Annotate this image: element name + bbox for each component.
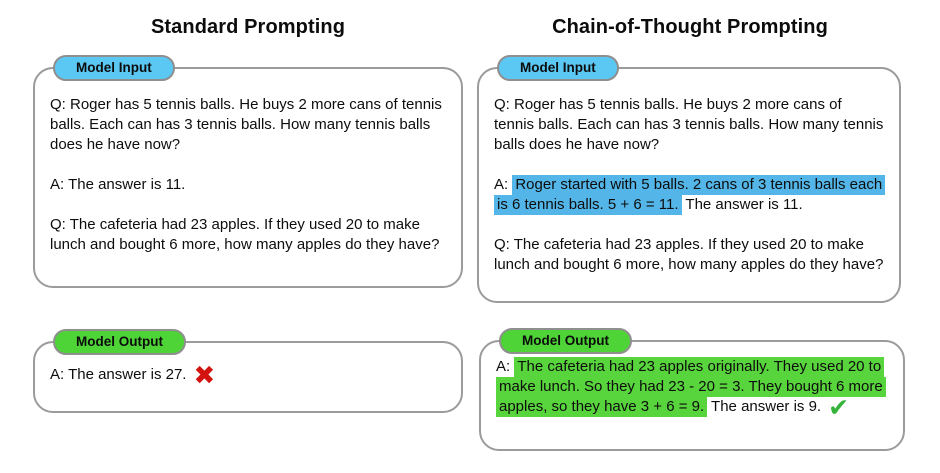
cot-model-input-text [479,69,899,285]
target-question: Q: The cafeteria had 23 apples. If they used 20 to make lunch and bought 6 more, how many apples do they have? [50,216,440,253]
model-answer-with-rationale [496,357,890,422]
exemplar-question: Q: Roger has 5 tennis balls. He buys 2 more cans of tennis balls. Each can has 3 tennis balls. How many tennis balls does he have now? [50,96,442,153]
incorrect-cross-icon: ✖ [193,361,216,391]
model-output-badge: Model Output [53,329,186,355]
answer-suffix: The answer is 11. [681,196,803,213]
exemplar-answer: A: The answer is 11. [50,176,186,193]
exemplar-answer-with-rationale [494,175,885,215]
chain-of-thought-prompting-title: Chain-of-Thought Prompting [552,16,828,38]
cot-model-output-text [481,342,903,426]
target-question: Q: The cafeteria had 23 apples. If they used 20 to make lunch and bought 6 more, how many apples do they have? [494,236,884,273]
correct-check-icon: ✔ [828,393,850,422]
answer-prefix: A: [494,176,513,193]
model-input-badge: Model Input [53,55,175,81]
cot-model-input-box [477,60,901,303]
model-output-badge: Model Output [499,328,632,354]
model-answer: A: The answer is 27. [50,366,187,383]
exemplar-question: Q: Roger has 5 tennis balls. He buys 2 more cans of tennis balls. Each can has 3 tennis balls. How many tennis balls does he have now? [494,96,884,153]
standard-model-input-text [35,69,461,265]
standard-prompting-title: Standard Prompting [150,16,346,38]
standard-model-output-box [33,334,463,413]
standard-model-input-box [33,60,463,288]
answer-suffix: The answer is 9. [707,398,822,415]
cot-rationale-highlight: The cafeteria had 23 apples originally. They used 20 to make lunch. So they had 23 - 20 = 3. They bought 6 more apples, so they have 3 + 6 = 9. [496,357,886,417]
cot-model-output-box [479,333,905,451]
model-answer-line [50,361,447,391]
cot-rationale-highlight: Roger started with 5 balls. 2 cans of 3 tennis balls each is 6 tennis balls. 5 + 6 = 11. [494,175,885,215]
answer-prefix: A: [496,358,515,375]
model-input-badge: Model Input [497,55,619,81]
